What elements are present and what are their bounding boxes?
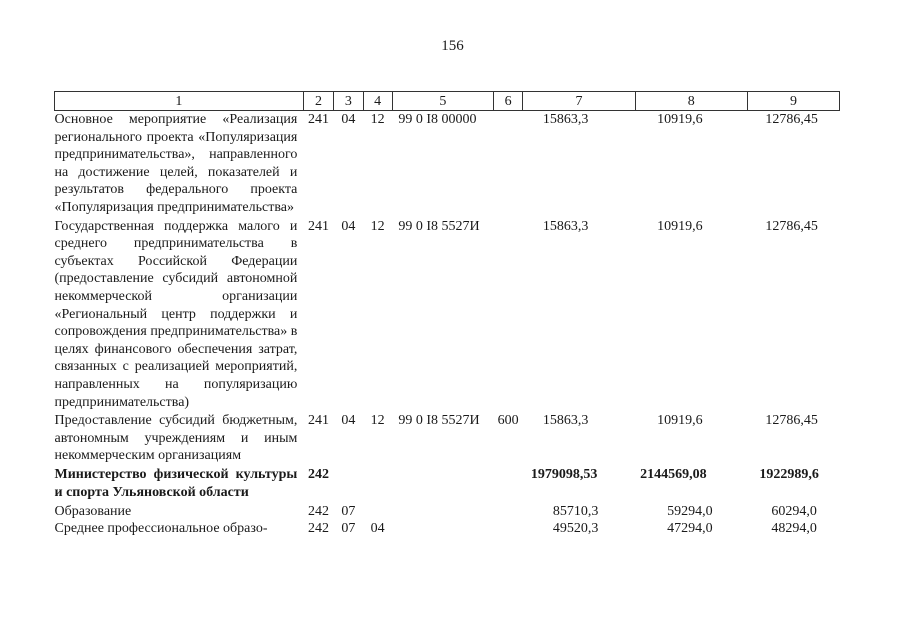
row-name: Предоставление субсидий бюджетным, автономным учреждениям и иным некоммерческим организациям	[54, 413, 298, 464]
table-row	[55, 503, 840, 521]
cell-amount-2: 10919,6	[657, 218, 703, 234]
cell-target-article: 99 0 I8 5527И	[398, 413, 480, 429]
cell-expense-type: 600	[497, 413, 519, 429]
column-header: 7	[523, 92, 635, 111]
cell-section: 04	[341, 413, 356, 429]
cell-amount-3: 12786,45	[765, 112, 818, 127]
row-name: Министерство физической культуры и спорта Ульяновской области	[54, 466, 298, 500]
cell-amount-3: 12786,45	[765, 218, 818, 234]
cell-target-article	[392, 520, 493, 538]
cell-amount-2: 47294,0	[667, 521, 713, 537]
column-header: 5	[392, 92, 493, 111]
cell-section: 07	[341, 503, 356, 519]
cell-subsection: 12	[370, 112, 385, 127]
cell-target-article	[392, 466, 493, 503]
page-number: 156	[441, 38, 464, 54]
cell-subsection: 12	[370, 413, 385, 429]
column-header: 1	[55, 92, 304, 111]
budget-table	[54, 91, 840, 538]
cell-expense-type	[494, 111, 523, 218]
cell-expense-type	[494, 503, 523, 521]
column-header: 9	[747, 92, 839, 111]
cell-admin-code: 242	[308, 503, 330, 519]
table-row	[55, 218, 840, 413]
table-row	[55, 111, 840, 218]
cell-expense-type	[494, 218, 523, 413]
cell-amount-1: 49520,3	[552, 521, 599, 537]
row-name: Государственная поддержка малого и среднего предпринимательства в субъектах Российской Федерации (предоставление субсидий автономной некоммерческой организации «Региональный центр поддержки и сопровождения предпринимательства» в целях финансового обеспечения затрат, связанных с реализацией мероприятий, направленных на популяризацию предпринимательства)	[54, 218, 298, 410]
table-row	[55, 520, 840, 538]
cell-amount-3: 12786,45	[765, 413, 818, 429]
column-header: 2	[303, 92, 333, 111]
column-header: 4	[363, 92, 392, 111]
column-header: 8	[635, 92, 747, 111]
cell-amount-3: 60294,0	[771, 503, 817, 519]
cell-target-article: 99 0 I8 5527И	[398, 218, 480, 234]
table-row	[55, 412, 840, 466]
cell-amount-1: 85710,3	[552, 503, 599, 519]
cell-amount-1: 1979098,53	[530, 466, 598, 482]
table-row	[55, 466, 840, 503]
column-header: 6	[494, 92, 523, 111]
cell-amount-2: 59294,0	[667, 503, 713, 519]
cell-admin-code: 242	[308, 466, 330, 482]
cell-admin-code: 241	[308, 218, 330, 234]
cell-amount-3: 48294,0	[771, 521, 817, 537]
cell-admin-code: 242	[308, 521, 330, 537]
table-header-row	[55, 92, 840, 111]
cell-amount-1: 15863,3	[542, 218, 589, 234]
cell-subsection: 12	[370, 218, 385, 234]
cell-expense-type	[494, 520, 523, 538]
cell-target-article	[392, 503, 493, 521]
cell-target-article: 99 0 I8 00000	[398, 112, 477, 127]
cell-section: 07	[341, 521, 356, 537]
cell-amount-2: 2144569,08	[640, 466, 707, 482]
cell-section: 04	[341, 112, 356, 127]
cell-admin-code: 241	[308, 112, 330, 127]
cell-subsection	[363, 503, 392, 521]
column-header: 3	[334, 92, 363, 111]
cell-amount-2: 10919,6	[657, 413, 703, 429]
cell-admin-code: 241	[308, 413, 330, 429]
row-name: Среднее профессиональное образо-	[54, 521, 268, 537]
cell-expense-type	[494, 466, 523, 503]
cell-subsection: 04	[370, 521, 385, 537]
cell-amount-2: 10919,6	[657, 112, 703, 127]
cell-amount-3: 1922989,6	[759, 466, 819, 482]
cell-amount-1: 15863,3	[542, 112, 589, 127]
row-name: Основное мероприятие «Реализация регионального проекта «Популяризация предпринимательства», направленного на достижение целей, показателей и результатов федерального проекта «Популяризация предпринимательства»	[54, 112, 298, 215]
cell-subsection	[363, 466, 392, 503]
cell-amount-1: 15863,3	[542, 413, 589, 429]
row-name: Образование	[54, 503, 132, 519]
cell-section: 04	[341, 218, 356, 234]
cell-section	[334, 466, 363, 503]
